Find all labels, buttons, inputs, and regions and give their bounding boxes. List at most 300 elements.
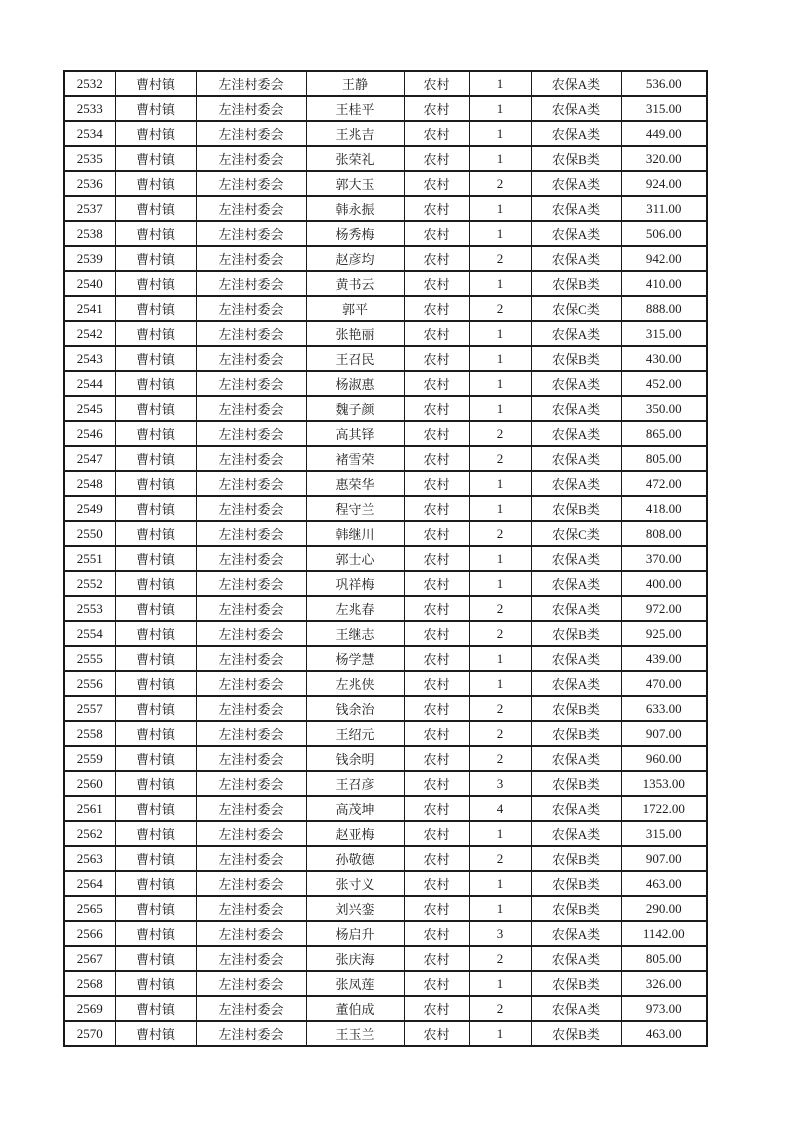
cell-household-type: 农村	[404, 546, 469, 571]
cell-sequence-number: 2562	[64, 821, 115, 846]
cell-amount: 350.00	[621, 396, 707, 421]
cell-person-count: 1	[469, 396, 531, 421]
cell-town: 曹村镇	[115, 496, 196, 521]
table-row	[64, 946, 707, 971]
cell-sequence-number: 2539	[64, 246, 115, 271]
cell-amount: 960.00	[621, 746, 707, 771]
cell-sequence-number: 2534	[64, 121, 115, 146]
cell-village-committee: 左洼村委会	[196, 96, 306, 121]
cell-person-count: 2	[469, 421, 531, 446]
cell-household-type: 农村	[404, 946, 469, 971]
cell-village-committee: 左洼村委会	[196, 921, 306, 946]
cell-insurance-class: 农保B类	[531, 621, 621, 646]
cell-village-committee: 左洼村委会	[196, 546, 306, 571]
table-row	[64, 921, 707, 946]
cell-sequence-number: 2536	[64, 171, 115, 196]
cell-person-count: 1	[469, 971, 531, 996]
cell-town: 曹村镇	[115, 421, 196, 446]
cell-sequence-number: 2542	[64, 321, 115, 346]
cell-village-committee: 左洼村委会	[196, 71, 306, 96]
cell-village-committee: 左洼村委会	[196, 1021, 306, 1046]
cell-person-count: 1	[469, 96, 531, 121]
cell-insurance-class: 农保A类	[531, 996, 621, 1021]
cell-amount: 942.00	[621, 246, 707, 271]
cell-sequence-number: 2561	[64, 796, 115, 821]
cell-town: 曹村镇	[115, 721, 196, 746]
cell-insurance-class: 农保A类	[531, 671, 621, 696]
cell-household-type: 农村	[404, 996, 469, 1021]
table-row	[64, 621, 707, 646]
cell-sequence-number: 2560	[64, 771, 115, 796]
cell-person-name: 惠荣华	[306, 471, 404, 496]
cell-sequence-number: 2570	[64, 1021, 115, 1046]
cell-sequence-number: 2553	[64, 596, 115, 621]
table-row	[64, 471, 707, 496]
cell-person-name: 赵彦均	[306, 246, 404, 271]
cell-sequence-number: 2533	[64, 96, 115, 121]
cell-amount: 808.00	[621, 521, 707, 546]
cell-sequence-number: 2535	[64, 146, 115, 171]
cell-person-name: 张庆海	[306, 946, 404, 971]
cell-town: 曹村镇	[115, 571, 196, 596]
cell-insurance-class: 农保A类	[531, 471, 621, 496]
cell-insurance-class: 农保A类	[531, 446, 621, 471]
cell-sequence-number: 2544	[64, 371, 115, 396]
cell-amount: 506.00	[621, 221, 707, 246]
cell-amount: 865.00	[621, 421, 707, 446]
table-row	[64, 371, 707, 396]
cell-insurance-class: 农保A类	[531, 396, 621, 421]
cell-person-count: 1	[469, 496, 531, 521]
cell-insurance-class: 农保A类	[531, 571, 621, 596]
cell-household-type: 农村	[404, 446, 469, 471]
table-row	[64, 121, 707, 146]
cell-household-type: 农村	[404, 596, 469, 621]
cell-household-type: 农村	[404, 471, 469, 496]
cell-household-type: 农村	[404, 271, 469, 296]
cell-village-committee: 左洼村委会	[196, 696, 306, 721]
cell-sequence-number: 2563	[64, 846, 115, 871]
cell-amount: 472.00	[621, 471, 707, 496]
cell-person-name: 郭平	[306, 296, 404, 321]
cell-insurance-class: 农保A类	[531, 196, 621, 221]
cell-insurance-class: 农保A类	[531, 321, 621, 346]
cell-amount: 410.00	[621, 271, 707, 296]
cell-amount: 315.00	[621, 821, 707, 846]
cell-town: 曹村镇	[115, 321, 196, 346]
cell-town: 曹村镇	[115, 346, 196, 371]
cell-town: 曹村镇	[115, 521, 196, 546]
cell-household-type: 农村	[404, 146, 469, 171]
cell-person-count: 1	[469, 146, 531, 171]
cell-town: 曹村镇	[115, 121, 196, 146]
cell-village-committee: 左洼村委会	[196, 121, 306, 146]
cell-amount: 1353.00	[621, 771, 707, 796]
cell-sequence-number: 2538	[64, 221, 115, 246]
roster-table	[63, 70, 708, 1047]
cell-person-name: 左兆侠	[306, 671, 404, 696]
cell-person-name: 王召民	[306, 346, 404, 371]
cell-person-name: 高茂坤	[306, 796, 404, 821]
cell-insurance-class: 农保B类	[531, 971, 621, 996]
cell-town: 曹村镇	[115, 821, 196, 846]
table-row	[64, 646, 707, 671]
table-row	[64, 196, 707, 221]
cell-person-name: 黄书云	[306, 271, 404, 296]
cell-household-type: 农村	[404, 96, 469, 121]
cell-household-type: 农村	[404, 721, 469, 746]
cell-village-committee: 左洼村委会	[196, 496, 306, 521]
cell-amount: 418.00	[621, 496, 707, 521]
cell-person-count: 2	[469, 721, 531, 746]
cell-town: 曹村镇	[115, 921, 196, 946]
cell-insurance-class: 农保B类	[531, 496, 621, 521]
cell-village-committee: 左洼村委会	[196, 946, 306, 971]
cell-person-name: 杨学慧	[306, 646, 404, 671]
cell-household-type: 农村	[404, 246, 469, 271]
cell-sequence-number: 2541	[64, 296, 115, 321]
cell-village-committee: 左洼村委会	[196, 646, 306, 671]
cell-household-type: 农村	[404, 121, 469, 146]
table-row	[64, 596, 707, 621]
cell-person-count: 2	[469, 746, 531, 771]
cell-town: 曹村镇	[115, 596, 196, 621]
cell-amount: 452.00	[621, 371, 707, 396]
cell-sequence-number: 2556	[64, 671, 115, 696]
cell-person-count: 4	[469, 796, 531, 821]
cell-household-type: 农村	[404, 571, 469, 596]
cell-insurance-class: 农保B类	[531, 771, 621, 796]
cell-person-name: 杨淑惠	[306, 371, 404, 396]
cell-village-committee: 左洼村委会	[196, 371, 306, 396]
cell-amount: 805.00	[621, 446, 707, 471]
cell-sequence-number: 2559	[64, 746, 115, 771]
cell-amount: 463.00	[621, 1021, 707, 1046]
cell-insurance-class: 农保A类	[531, 371, 621, 396]
table-row	[64, 146, 707, 171]
cell-village-committee: 左洼村委会	[196, 721, 306, 746]
cell-village-committee: 左洼村委会	[196, 471, 306, 496]
cell-insurance-class: 农保A类	[531, 221, 621, 246]
cell-sequence-number: 2549	[64, 496, 115, 521]
cell-person-name: 张寸义	[306, 871, 404, 896]
cell-person-count: 1	[469, 371, 531, 396]
cell-amount: 315.00	[621, 96, 707, 121]
cell-amount: 924.00	[621, 171, 707, 196]
table-row	[64, 296, 707, 321]
cell-household-type: 农村	[404, 521, 469, 546]
cell-household-type: 农村	[404, 921, 469, 946]
cell-amount: 888.00	[621, 296, 707, 321]
table-row	[64, 96, 707, 121]
cell-insurance-class: 农保B类	[531, 346, 621, 371]
cell-household-type: 农村	[404, 371, 469, 396]
cell-person-count: 1	[469, 871, 531, 896]
cell-town: 曹村镇	[115, 271, 196, 296]
cell-household-type: 农村	[404, 771, 469, 796]
cell-household-type: 农村	[404, 671, 469, 696]
table-row	[64, 446, 707, 471]
cell-town: 曹村镇	[115, 771, 196, 796]
cell-person-count: 1	[469, 571, 531, 596]
cell-town: 曹村镇	[115, 471, 196, 496]
cell-town: 曹村镇	[115, 746, 196, 771]
cell-insurance-class: 农保A类	[531, 646, 621, 671]
table-row	[64, 771, 707, 796]
cell-person-count: 1	[469, 896, 531, 921]
cell-village-committee: 左洼村委会	[196, 271, 306, 296]
cell-person-name: 褚雪荣	[306, 446, 404, 471]
cell-amount: 430.00	[621, 346, 707, 371]
cell-village-committee: 左洼村委会	[196, 771, 306, 796]
cell-sequence-number: 2567	[64, 946, 115, 971]
cell-person-count: 1	[469, 1021, 531, 1046]
cell-person-name: 高其铎	[306, 421, 404, 446]
cell-insurance-class: 农保A类	[531, 746, 621, 771]
cell-town: 曹村镇	[115, 996, 196, 1021]
cell-town: 曹村镇	[115, 371, 196, 396]
cell-person-name: 魏子颜	[306, 396, 404, 421]
table-row	[64, 871, 707, 896]
cell-village-committee: 左洼村委会	[196, 621, 306, 646]
cell-town: 曹村镇	[115, 696, 196, 721]
cell-insurance-class: 农保A类	[531, 796, 621, 821]
cell-person-name: 王召彦	[306, 771, 404, 796]
cell-household-type: 农村	[404, 321, 469, 346]
cell-town: 曹村镇	[115, 171, 196, 196]
table-row	[64, 346, 707, 371]
cell-amount: 633.00	[621, 696, 707, 721]
cell-town: 曹村镇	[115, 621, 196, 646]
cell-person-count: 2	[469, 521, 531, 546]
cell-person-count: 2	[469, 846, 531, 871]
cell-person-count: 2	[469, 996, 531, 1021]
table-row	[64, 846, 707, 871]
cell-town: 曹村镇	[115, 646, 196, 671]
cell-insurance-class: 农保B类	[531, 696, 621, 721]
cell-insurance-class: 农保B类	[531, 721, 621, 746]
table-row	[64, 546, 707, 571]
cell-amount: 370.00	[621, 546, 707, 571]
cell-household-type: 农村	[404, 496, 469, 521]
cell-amount: 973.00	[621, 996, 707, 1021]
cell-sequence-number: 2537	[64, 196, 115, 221]
cell-insurance-class: 农保A类	[531, 96, 621, 121]
cell-person-count: 2	[469, 296, 531, 321]
cell-village-committee: 左洼村委会	[196, 396, 306, 421]
cell-village-committee: 左洼村委会	[196, 321, 306, 346]
table-row	[64, 221, 707, 246]
cell-person-name: 王绍元	[306, 721, 404, 746]
cell-town: 曹村镇	[115, 971, 196, 996]
cell-sequence-number: 2569	[64, 996, 115, 1021]
cell-insurance-class: 农保A类	[531, 946, 621, 971]
cell-person-count: 3	[469, 921, 531, 946]
cell-insurance-class: 农保A类	[531, 921, 621, 946]
cell-town: 曹村镇	[115, 796, 196, 821]
cell-town: 曹村镇	[115, 546, 196, 571]
cell-village-committee: 左洼村委会	[196, 671, 306, 696]
cell-sequence-number: 2558	[64, 721, 115, 746]
cell-insurance-class: 农保C类	[531, 296, 621, 321]
cell-household-type: 农村	[404, 421, 469, 446]
cell-sequence-number: 2551	[64, 546, 115, 571]
cell-sequence-number: 2554	[64, 621, 115, 646]
cell-insurance-class: 农保B类	[531, 871, 621, 896]
cell-person-count: 1	[469, 121, 531, 146]
cell-insurance-class: 农保B类	[531, 146, 621, 171]
cell-village-committee: 左洼村委会	[196, 346, 306, 371]
cell-household-type: 农村	[404, 746, 469, 771]
cell-person-name: 董伯成	[306, 996, 404, 1021]
cell-village-committee: 左洼村委会	[196, 146, 306, 171]
cell-person-name: 程守兰	[306, 496, 404, 521]
cell-person-name: 张凤莲	[306, 971, 404, 996]
cell-town: 曹村镇	[115, 396, 196, 421]
cell-person-count: 1	[469, 821, 531, 846]
cell-person-count: 3	[469, 771, 531, 796]
cell-person-count: 1	[469, 471, 531, 496]
cell-household-type: 农村	[404, 221, 469, 246]
cell-sequence-number: 2543	[64, 346, 115, 371]
table-row	[64, 321, 707, 346]
cell-amount: 400.00	[621, 571, 707, 596]
cell-amount: 449.00	[621, 121, 707, 146]
cell-town: 曹村镇	[115, 296, 196, 321]
cell-person-name: 王兆吉	[306, 121, 404, 146]
cell-insurance-class: 农保A类	[531, 421, 621, 446]
cell-village-committee: 左洼村委会	[196, 971, 306, 996]
cell-person-name: 韩继川	[306, 521, 404, 546]
cell-village-committee: 左洼村委会	[196, 596, 306, 621]
cell-town: 曹村镇	[115, 146, 196, 171]
cell-person-name: 张荣礼	[306, 146, 404, 171]
cell-insurance-class: 农保B类	[531, 271, 621, 296]
cell-town: 曹村镇	[115, 446, 196, 471]
cell-person-name: 孙敬德	[306, 846, 404, 871]
table-row	[64, 696, 707, 721]
cell-person-count: 1	[469, 646, 531, 671]
cell-amount: 311.00	[621, 196, 707, 221]
cell-amount: 463.00	[621, 871, 707, 896]
cell-person-count: 1	[469, 196, 531, 221]
table-row	[64, 396, 707, 421]
cell-household-type: 农村	[404, 171, 469, 196]
cell-sequence-number: 2547	[64, 446, 115, 471]
cell-household-type: 农村	[404, 1021, 469, 1046]
cell-person-count: 2	[469, 621, 531, 646]
cell-sequence-number: 2564	[64, 871, 115, 896]
cell-person-count: 1	[469, 546, 531, 571]
table-row	[64, 796, 707, 821]
cell-person-name: 杨秀梅	[306, 221, 404, 246]
cell-person-count: 1	[469, 221, 531, 246]
cell-town: 曹村镇	[115, 196, 196, 221]
cell-town: 曹村镇	[115, 946, 196, 971]
cell-insurance-class: 农保A类	[531, 171, 621, 196]
cell-person-name: 王玉兰	[306, 1021, 404, 1046]
table-row	[64, 721, 707, 746]
cell-person-count: 2	[469, 171, 531, 196]
cell-village-committee: 左洼村委会	[196, 796, 306, 821]
cell-amount: 907.00	[621, 721, 707, 746]
cell-village-committee: 左洼村委会	[196, 896, 306, 921]
cell-household-type: 农村	[404, 196, 469, 221]
cell-sequence-number: 2546	[64, 421, 115, 446]
cell-sequence-number: 2540	[64, 271, 115, 296]
table-row	[64, 996, 707, 1021]
cell-amount: 907.00	[621, 846, 707, 871]
table-row	[64, 571, 707, 596]
cell-sequence-number: 2545	[64, 396, 115, 421]
cell-amount: 315.00	[621, 321, 707, 346]
cell-village-committee: 左洼村委会	[196, 846, 306, 871]
cell-town: 曹村镇	[115, 71, 196, 96]
cell-person-count: 1	[469, 321, 531, 346]
cell-person-count: 1	[469, 271, 531, 296]
cell-household-type: 农村	[404, 971, 469, 996]
cell-village-committee: 左洼村委会	[196, 446, 306, 471]
cell-insurance-class: 农保A类	[531, 821, 621, 846]
cell-household-type: 农村	[404, 871, 469, 896]
cell-sequence-number: 2568	[64, 971, 115, 996]
cell-person-name: 郭士心	[306, 546, 404, 571]
cell-amount: 290.00	[621, 896, 707, 921]
cell-amount: 439.00	[621, 646, 707, 671]
cell-household-type: 农村	[404, 896, 469, 921]
cell-amount: 972.00	[621, 596, 707, 621]
table-row	[64, 896, 707, 921]
cell-insurance-class: 农保A类	[531, 596, 621, 621]
cell-insurance-class: 农保A类	[531, 546, 621, 571]
cell-sequence-number: 2552	[64, 571, 115, 596]
table-row	[64, 71, 707, 96]
cell-sequence-number: 2557	[64, 696, 115, 721]
cell-insurance-class: 农保B类	[531, 846, 621, 871]
cell-person-name: 韩永振	[306, 196, 404, 221]
cell-household-type: 农村	[404, 646, 469, 671]
cell-village-committee: 左洼村委会	[196, 996, 306, 1021]
cell-person-count: 1	[469, 71, 531, 96]
table-row	[64, 496, 707, 521]
table-row	[64, 671, 707, 696]
cell-person-name: 钱余明	[306, 746, 404, 771]
cell-village-committee: 左洼村委会	[196, 521, 306, 546]
cell-person-name: 王静	[306, 71, 404, 96]
cell-person-name: 王继志	[306, 621, 404, 646]
table-row	[64, 746, 707, 771]
cell-household-type: 农村	[404, 346, 469, 371]
cell-amount: 470.00	[621, 671, 707, 696]
table-row	[64, 171, 707, 196]
cell-person-count: 2	[469, 246, 531, 271]
table-row	[64, 421, 707, 446]
cell-person-count: 2	[469, 446, 531, 471]
cell-household-type: 农村	[404, 696, 469, 721]
cell-sequence-number: 2566	[64, 921, 115, 946]
cell-town: 曹村镇	[115, 871, 196, 896]
cell-town: 曹村镇	[115, 846, 196, 871]
cell-village-committee: 左洼村委会	[196, 246, 306, 271]
cell-household-type: 农村	[404, 621, 469, 646]
cell-person-name: 钱余治	[306, 696, 404, 721]
cell-person-name: 刘兴銮	[306, 896, 404, 921]
cell-person-name: 左兆春	[306, 596, 404, 621]
cell-household-type: 农村	[404, 396, 469, 421]
cell-person-name: 杨启升	[306, 921, 404, 946]
cell-amount: 925.00	[621, 621, 707, 646]
cell-person-count: 1	[469, 346, 531, 371]
